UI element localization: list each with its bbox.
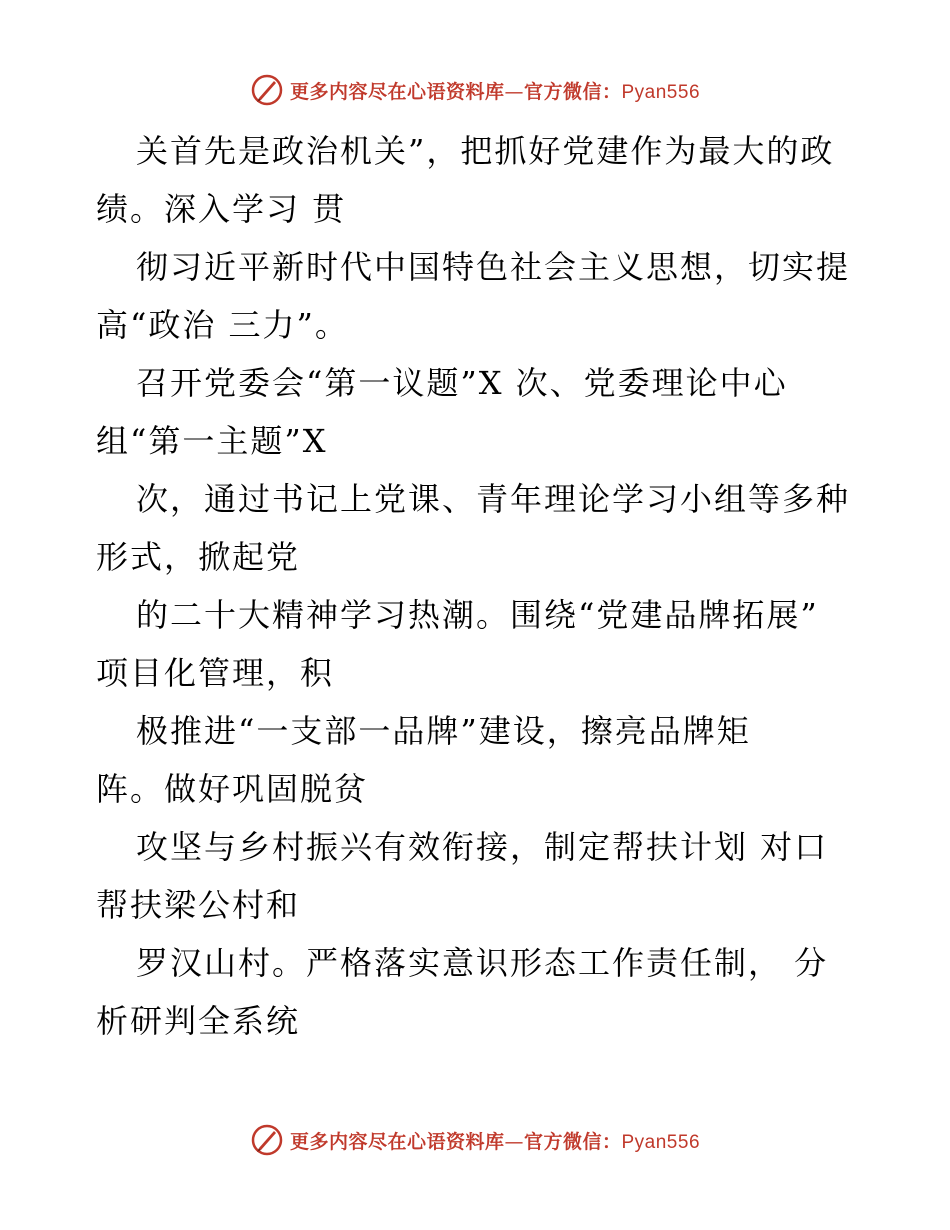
watermark-text <box>290 1127 700 1154</box>
footer-watermark <box>0 1120 950 1160</box>
quill-logo-icon <box>250 73 284 107</box>
text-line: 形式，掀起党 <box>96 538 301 576</box>
watermark-wechat-id: Pyan556 <box>621 1131 701 1153</box>
document-body <box>96 122 866 1050</box>
text-line: 析研判全系统 <box>96 1002 301 1040</box>
text-line: 极推进“一支部一品牌”建设，擦亮品牌矩 <box>136 712 751 750</box>
text-line: 次，通过书记上党课、青年理论学习小组等多种 <box>136 480 851 518</box>
watermark-brand: 更多内容尽在心语资料库 <box>289 1130 505 1153</box>
text-line: 彻习近平新时代中国特色社会主义思想，切实提 <box>136 248 851 286</box>
text-line: 阵。做好巩固脱贫 <box>96 770 369 808</box>
header-watermark <box>0 70 950 110</box>
text-line: 的二十大精神学习热潮。围绕“党建品牌拓展” <box>136 596 819 634</box>
text-line: 帮扶梁公村和 <box>96 886 301 924</box>
text-line: 关首先是政治机关”，把抓好党建作为最大的政 <box>136 132 835 170</box>
watermark-text <box>290 77 700 104</box>
text-line: 罗汉山村。严格落实意识形态工作责任制， 分 <box>136 944 829 982</box>
watermark-wechat-id: Pyan556 <box>621 81 701 103</box>
quill-logo-icon <box>250 1123 284 1157</box>
text-line: 组“第一主题”X <box>96 422 328 460</box>
watermark-official: 官方微信： <box>523 80 622 103</box>
text-line: 召开党委会“第一议题”X 次、党委理论中心 <box>136 364 788 402</box>
watermark-official: 官方微信： <box>523 1130 622 1153</box>
text-line: 绩。深入学习 贯 <box>96 190 347 228</box>
watermark-dash: — <box>504 1130 524 1153</box>
watermark-dash: — <box>504 80 524 103</box>
text-line: 高“政治 三力”。 <box>96 306 349 344</box>
text-line: 项目化管理，积 <box>96 654 335 692</box>
watermark-brand: 更多内容尽在心语资料库 <box>289 80 505 103</box>
text-line: 攻坚与乡村振兴有效衔接，制定帮扶计划 对口 <box>136 828 829 866</box>
